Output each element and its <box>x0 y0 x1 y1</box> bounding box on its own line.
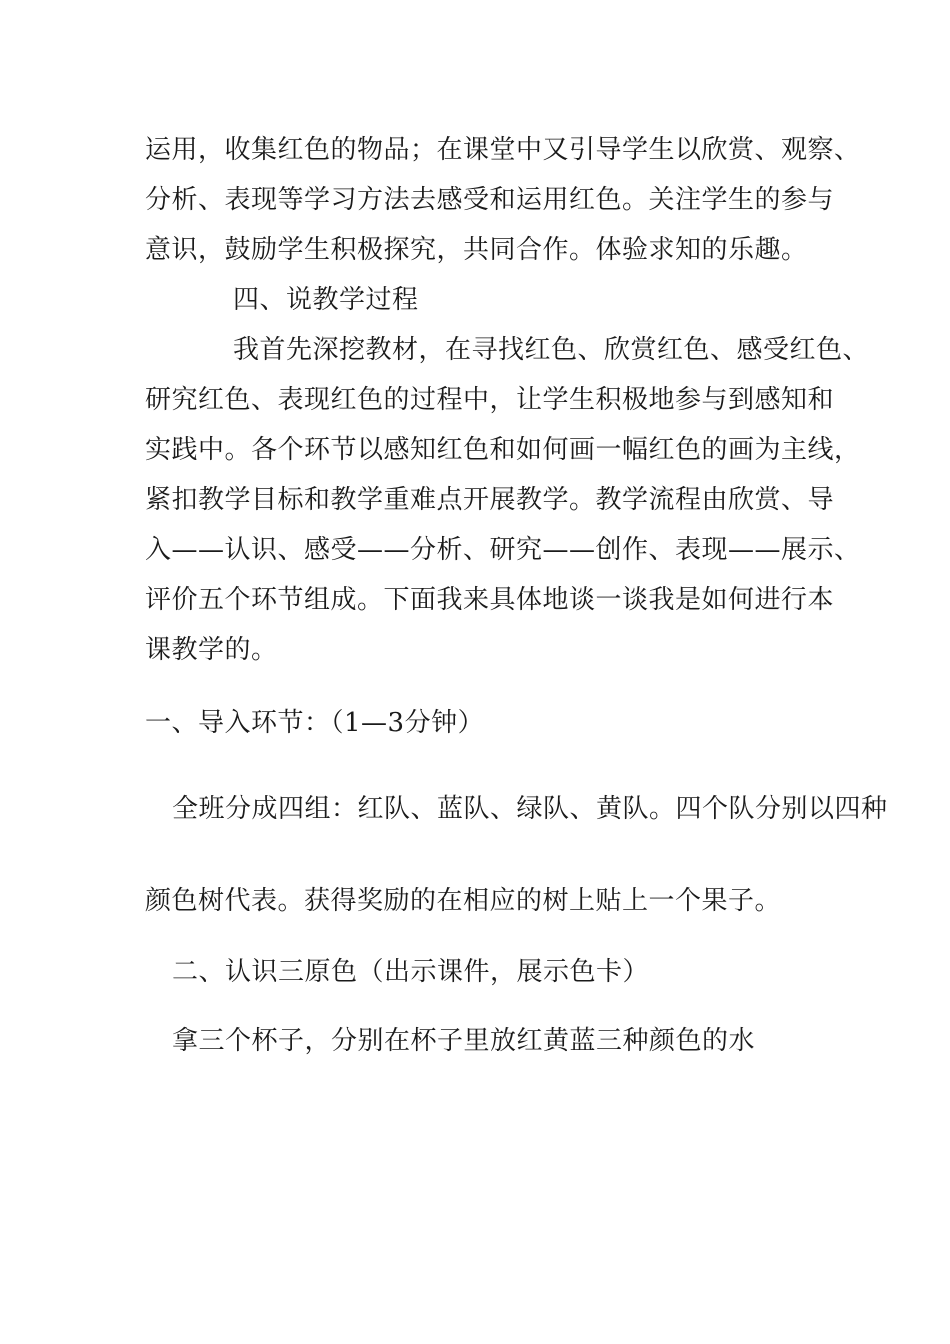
paragraph-line: 评价五个环节组成。下面我来具体地谈一谈我是如何进行本 <box>145 585 835 615</box>
section-heading: 二、认识三原色（出示课件，展示色卡） <box>172 957 650 987</box>
section-heading: 一、导入环节：（1—3分钟） <box>145 708 485 738</box>
paragraph-line: 课教学的。 <box>145 635 278 665</box>
paragraph-line: 入——认识、感受——分析、研究——创作、表现——展示、 <box>145 535 861 565</box>
paragraph-line: 运用，收集红色的物品；在课堂中又引导学生以欣赏、观察、 <box>145 135 861 165</box>
paragraph-line: 我首先深挖教材，在寻找红色、欣赏红色、感受红色、 <box>233 335 870 365</box>
paragraph-line: 研究红色、表现红色的过程中，让学生积极地参与到感知和 <box>145 385 835 415</box>
paragraph-line: 紧扣教学目标和教学重难点开展教学。教学流程由欣赏、导 <box>145 485 835 515</box>
paragraph-line: 拿三个杯子，分别在杯子里放红黄蓝三种颜色的水 <box>172 1026 756 1056</box>
paragraph-line: 意识，鼓励学生积极探究，共同合作。体验求知的乐趣。 <box>145 235 808 265</box>
paragraph-line: 全班分成四组：红队、蓝队、绿队、黄队。四个队分别以四种 <box>172 794 888 824</box>
paragraph-line: 分析、表现等学习方法去感受和运用红色。关注学生的参与 <box>145 185 835 215</box>
section-heading: 四、说教学过程 <box>233 285 419 315</box>
paragraph-line: 实践中。各个环节以感知红色和如何画一幅红色的画为主线， <box>145 435 861 465</box>
paragraph-line: 颜色树代表。获得奖励的在相应的树上贴上一个果子。 <box>145 886 782 916</box>
